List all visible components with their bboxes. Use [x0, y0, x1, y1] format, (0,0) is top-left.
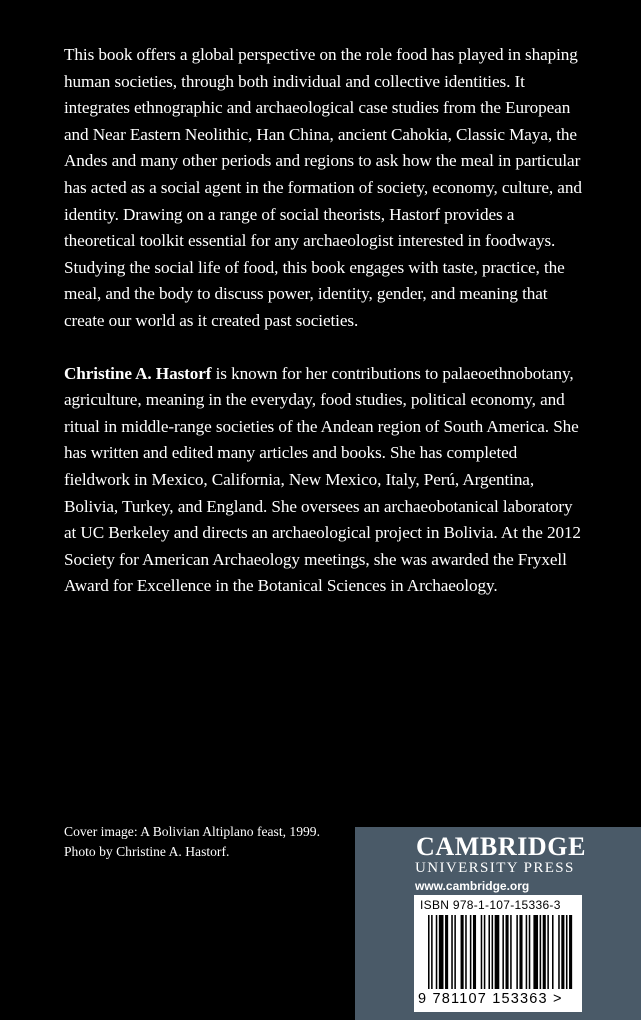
barcode-bar: [484, 915, 486, 989]
barcode-bar: [495, 915, 500, 989]
barcode-digits: 9 781107 153363 >: [418, 991, 563, 1007]
cover-credit-line-2: Photo by Christine A. Hastorf.: [64, 844, 230, 859]
barcode-bar: [473, 915, 476, 989]
author-name: Christine A. Hastorf: [64, 363, 212, 383]
barcode-bar: [540, 915, 542, 989]
barcode-bar: [461, 915, 464, 989]
barcode-bar: [561, 915, 564, 989]
barcode-bar: [569, 915, 572, 989]
author-bio: [64, 361, 584, 600]
barcode-bar: [506, 915, 509, 989]
cover-credit-line-1: Cover image: A Bolivian Altiplano feast, 1999.: [64, 824, 320, 839]
barcode-bar: [552, 915, 554, 989]
barcode-bar: [519, 915, 522, 989]
author-bio-text: is known for her contributions to palaeoethnobotany, agriculture, meaning in the everyday, food studies, political economy, and ritual in middle-range societies of the Andean region of South America. She has written and edited many articles and books. She has completed fieldwork in Mexico, California, New Mexico, Italy, Perú, Argentina, Bolivia, Turkey, and England. She oversees an archaeobotanical laboratory at UC Berkeley and directs an archaeological project in Bolivia. At the 2012 Society for American Archaeology meetings, she was awarded the Fryxell Award for Excellence in the Botanical Sciences in Archaeology.: [64, 363, 581, 596]
barcode-bar: [547, 915, 549, 989]
barcode-bars: [414, 915, 582, 991]
publisher-panel: [355, 827, 641, 1020]
isbn-label: ISBN 978-1-107-15336-3: [420, 898, 561, 912]
barcode-bar: [566, 915, 568, 989]
barcode-bar: [431, 915, 433, 989]
barcode-bar: [529, 915, 531, 989]
barcode-bar: [558, 915, 560, 989]
barcode-bar: [451, 915, 453, 989]
cover-image-credit: [64, 822, 320, 862]
barcode-bar: [428, 915, 430, 989]
barcode-bar: [436, 915, 438, 989]
publisher-name: CAMBRIDGE: [416, 832, 587, 861]
isbn-barcode: [414, 895, 582, 1012]
publisher-url: www.cambridge.org: [415, 879, 530, 893]
book-description: This book offers a global perspective on the role food has played in shaping human societies, through both individual and collective identities. It integrates ethnographic and archaeological case studies from the European and Near Eastern Neolithic, Han China, ancient Cahokia, Classic Maya, the Andes and many other periods and regions to ask how the meal in particular has acted as a social agent in the formation of society, economy, culture, and identity. Drawing on a range of social theorists, Hastorf provides a theoretical toolkit essential for any archaeologist interested in foodways. Studying the social life of food, this book engages with taste, practice, the meal, and the body to discuss power, identity, gender, and meaning that create our world as it created past societies.: [64, 45, 582, 330]
barcode-bar: [439, 915, 444, 989]
barcode-bar: [454, 915, 456, 989]
barcode-bar: [445, 915, 448, 989]
barcode-bar: [516, 915, 518, 989]
barcode-bar: [492, 915, 494, 989]
barcode-bar: [543, 915, 546, 989]
barcode-bar: [488, 915, 490, 989]
barcode-bar: [481, 915, 483, 989]
back-cover-blurb: [64, 42, 584, 600]
barcode-bar: [502, 915, 504, 989]
barcode-bar: [533, 915, 538, 989]
publisher-subtitle: UNIVERSITY PRESS: [415, 860, 575, 876]
barcode-bar: [526, 915, 528, 989]
barcode-bar: [465, 915, 467, 989]
barcode-bar: [470, 915, 472, 989]
barcode-bar: [510, 915, 512, 989]
